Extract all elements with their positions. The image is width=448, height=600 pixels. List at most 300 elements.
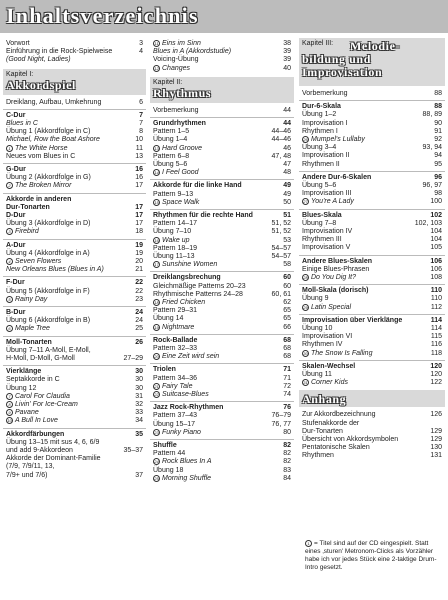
toc-page-number: 35: [135, 430, 143, 438]
toc-entry-row: [302, 266, 442, 274]
toc-entry-row: [153, 283, 291, 291]
toc-entry-title: [302, 333, 352, 341]
toc-entry-row: [153, 475, 291, 483]
toc-page-number: 120: [430, 371, 442, 378]
toc-text: You're A Lady: [311, 198, 354, 206]
toc-entry-title: [153, 315, 183, 323]
toc-page-number: 66: [283, 323, 291, 331]
toc-entry-title: [302, 436, 398, 444]
toc-text: The White Horse: [15, 144, 68, 152]
toc-text: Übung 14: [153, 315, 184, 323]
toc-entry-row: [302, 152, 442, 160]
toc-text: Eins im Sinn: [162, 40, 201, 47]
divider: [3, 109, 146, 110]
toc-entry-row: [6, 56, 143, 64]
toc-text: Do You Dig It?: [311, 274, 357, 281]
toc-entry-title: [153, 475, 211, 483]
toc-text: Wake up: [162, 236, 190, 244]
toc-entry-title: [302, 304, 351, 312]
toc-page-number: 20: [135, 258, 143, 265]
cd-icon: 10: [7, 418, 12, 424]
toc-entry-row: [302, 304, 442, 312]
toc-text: I Feel Good: [162, 169, 199, 177]
toc-group-title: [302, 174, 371, 182]
cd-icon: 22: [154, 392, 159, 397]
toc-text: Übung 12: [6, 384, 37, 392]
toc-text: Übung 1 (Akkordfolge in C): [6, 128, 91, 136]
toc-group-title: [153, 212, 253, 220]
toc-group-title: [153, 442, 177, 450]
toc-entry-row: [153, 56, 291, 64]
toc-page-number: 115: [430, 333, 442, 341]
toc-page-number: 30: [135, 376, 143, 384]
toc-entry-row: [302, 411, 442, 419]
toc-page-number: 80: [283, 428, 291, 436]
toc-entry-title: [6, 174, 91, 182]
toc-text: Blues-Skala: [302, 211, 342, 219]
toc-entry-row: [153, 412, 291, 420]
toc-entry-row: [6, 355, 143, 363]
toc-page-number: 50: [283, 198, 291, 206]
toc-page-number: 116: [430, 341, 442, 349]
toc-group-title: [302, 103, 341, 111]
toc-page-number: 68: [283, 345, 291, 352]
toc-page-number: 39: [283, 56, 291, 64]
toc-group-row: [153, 212, 291, 220]
toc-group-title: [153, 274, 221, 282]
toc-entry-row: [153, 65, 291, 73]
toc-text: Rhythmen II: [302, 160, 340, 168]
toc-page-number: 90: [434, 119, 442, 127]
divider: [299, 255, 445, 256]
toc-entry-title: [302, 444, 370, 452]
divider: [3, 193, 146, 194]
toc-page-number: 68: [283, 336, 291, 344]
toc-entry-title: [302, 295, 328, 303]
toc-group-row: [6, 309, 143, 317]
toc-text: Fairy Tale: [162, 382, 193, 390]
toc-group-row: [6, 166, 143, 174]
toc-entry-title: [153, 450, 185, 458]
toc-entry-title: [6, 439, 99, 447]
toc-group-row: [6, 431, 143, 439]
toc-entry-row: [6, 153, 143, 161]
toc-entry-row: [153, 237, 291, 245]
toc-page-number: 71: [283, 366, 291, 374]
toc-entry-title: [6, 447, 73, 455]
toc-entry-row: [6, 174, 143, 182]
toc-entry-row: [153, 353, 291, 361]
chapter-title-line: bildung und: [302, 52, 371, 66]
toc-entry-row: [302, 350, 442, 358]
toc-page-number: 106: [430, 257, 442, 265]
toc-entry-row: [302, 379, 442, 387]
toc-entry-title: [6, 153, 75, 161]
toc-entry-title: [153, 237, 190, 245]
toc-text: New Orleans Blues (Blues in A): [6, 266, 104, 274]
toc-page-number: 82: [283, 450, 291, 458]
toc-entry-row: [153, 375, 291, 383]
cd-icon: 8: [6, 401, 13, 408]
toc-entry-row: [153, 136, 291, 144]
toc-text: Pattern 6–8: [153, 152, 190, 160]
toc-page-number: 30: [135, 384, 143, 392]
toc-entry-title: [153, 245, 197, 253]
toc-entry-title: [153, 299, 205, 307]
toc-text: Übung 1–4: [153, 136, 188, 144]
toc-page-number: 11: [135, 144, 143, 152]
toc-entry-row: [6, 250, 143, 258]
toc-entry-title: [6, 393, 70, 401]
toc-text: Übersicht von Akkordsymbolen: [302, 436, 399, 443]
toc-entry-row: [6, 472, 143, 480]
divider: [3, 276, 146, 277]
cd-icon: 11: [154, 41, 159, 46]
toc-text: Übung 7–10: [153, 228, 192, 236]
toc-text: Vorbemerkung: [302, 90, 348, 97]
toc-group-row: [302, 258, 442, 266]
toc-entry-title: [6, 385, 36, 393]
toc-entry-title: [153, 228, 191, 236]
toc-entry-row: [302, 111, 442, 119]
cd-icon: 30: [303, 350, 308, 356]
toc-entry-row: [153, 315, 291, 323]
toc-entry-title: [6, 455, 101, 463]
toc-group-row: [153, 274, 291, 282]
toc-entry-title: [153, 107, 199, 115]
toc-page-number: 21: [135, 266, 143, 274]
toc-page-number: 76–79: [271, 412, 291, 420]
toc-page-number: 60: [283, 274, 291, 282]
toc-group-row: [302, 174, 442, 182]
toc-text: Moll-Skala (dorisch): [302, 287, 369, 295]
toc-text: Übung 5–6: [153, 161, 188, 168]
toc-entry-row: [153, 199, 291, 207]
toc-entry-title: [6, 325, 50, 333]
toc-text: Rainy Day: [15, 295, 48, 303]
toc-text: Dreiklangsbrechung: [153, 274, 221, 282]
toc-text: Pattern 44: [153, 450, 186, 458]
toc-entry-row: [153, 291, 291, 299]
toc-entry-title: [153, 421, 195, 429]
cd-icon: 29: [303, 304, 308, 310]
toc-entry-row: [302, 236, 442, 244]
chapter-label: Kapitel II:: [153, 78, 183, 86]
toc-page-number: 17: [135, 182, 143, 190]
toc-page-number: 94: [434, 152, 442, 160]
toc-page-number: 49: [283, 182, 291, 190]
toc-entry-title: [302, 266, 369, 274]
toc-page-number: 53: [283, 236, 291, 244]
toc-entry-title: [153, 153, 189, 161]
toc-entry-title: [6, 417, 58, 425]
toc-group-row: [6, 279, 143, 287]
toc-page-number: 24: [135, 309, 143, 316]
toc-entry-title: [302, 198, 354, 206]
toc-entry-title: [153, 199, 199, 207]
toc-text: The Snow Is Falling: [311, 349, 373, 357]
toc-text: Einige Blues-Phrasen: [302, 265, 370, 273]
toc-text: Blues in A (Akkordstudie): [153, 48, 232, 56]
toc-entry-row: [302, 220, 442, 228]
toc-page-number: 62: [283, 299, 291, 306]
toc-text: Übung 5 (Akkordfolge in F): [6, 287, 90, 295]
toc-page-number: 17: [135, 220, 143, 228]
toc-entry-row: [302, 436, 442, 444]
toc-entry-title: [302, 244, 350, 252]
toc-text: Grundrhythmen: [153, 120, 206, 127]
toc-text: Space Walk: [162, 198, 200, 206]
toc-group-title: [302, 287, 369, 295]
cd-icon: 28: [303, 275, 308, 280]
toc-page-number: 96, 97: [422, 182, 442, 189]
toc-group-row: [153, 404, 291, 412]
toc-entry-title: [302, 411, 376, 419]
toc-entry-title: [153, 429, 201, 437]
toc-page-number: 114: [430, 316, 442, 324]
toc-page-number: 82: [283, 442, 291, 449]
toc-text: Andere Blues-Skalen: [302, 257, 373, 265]
toc-entry-title: [6, 56, 71, 64]
toc-page-number: 76, 77: [271, 420, 291, 428]
toc-text: Suitcase-Blues: [162, 391, 209, 398]
toc-entry-title: [6, 136, 100, 144]
toc-group-title: [153, 120, 206, 128]
toc-group-row: [153, 442, 291, 450]
toc-group-title: [6, 339, 52, 347]
toc-entry-title: [153, 145, 202, 153]
toc-page-number: 32: [135, 401, 143, 408]
toc-entry-row: [6, 317, 143, 325]
toc-text: Pavane: [15, 409, 39, 417]
toc-page-number: 92: [434, 136, 442, 143]
toc-group-title: [6, 242, 25, 250]
cd-icon: 20: [154, 354, 159, 360]
toc-entry-row: [6, 325, 143, 333]
toc-entry-row: [153, 261, 291, 269]
toc-text: H-Moll, D-Moll, G-Moll: [6, 355, 75, 362]
toc-entry-title: [153, 161, 187, 169]
toc-entry-row: [302, 444, 442, 452]
toc-text: Rhythmen I: [302, 127, 338, 135]
toc-entry-row: [153, 145, 291, 153]
toc-page-number: 54–57: [271, 244, 291, 252]
toc-page-number: 122: [430, 379, 442, 387]
toc-page-number: 83: [283, 466, 291, 474]
toc-text: Improvisation IV: [302, 228, 353, 235]
cd-icon: 1: [6, 145, 13, 152]
toc-text: Rhythmen: [302, 452, 334, 460]
toc-entry-title: [6, 355, 75, 363]
toc-entry-title: [153, 412, 197, 420]
toc-text: Akkorde der Dominant-Familie: [6, 455, 101, 463]
toc-entry-row: [153, 169, 291, 177]
divider: [3, 306, 146, 307]
toc-entry-title: [6, 99, 101, 107]
toc-entry-title: [153, 391, 209, 399]
toc-page-number: 58: [283, 261, 291, 269]
toc-entry-title: [153, 261, 217, 269]
chapter-title-line: Improvisation: [302, 65, 383, 79]
toc-text: Akkorde für die linke Hand: [153, 182, 242, 190]
toc-page-number: 19: [135, 241, 143, 249]
toc-text: Übung 10: [302, 325, 333, 332]
cd-icon: 24: [154, 459, 159, 465]
toc-entry-title: [6, 250, 90, 258]
toc-group-row: [302, 212, 442, 220]
cd-icon: 15: [154, 199, 159, 205]
toc-text: Vorbemerkung: [153, 106, 199, 114]
toc-group-title: [6, 309, 25, 317]
toc-entry-title: [153, 169, 199, 177]
toc-text: Voicing-Übung: [153, 56, 199, 64]
toc-group-row: [6, 196, 143, 204]
toc-page-number: 54–57: [271, 253, 291, 260]
toc-entry-row: [6, 463, 143, 471]
chapter-title: Rhythmus: [153, 85, 212, 100]
toc-group-row: [6, 204, 143, 212]
toc-group-row: [6, 339, 143, 347]
toc-text: 7/9+ und 7/6): [6, 471, 48, 479]
toc-page-number: 34: [135, 417, 143, 425]
toc-entry-row: [6, 455, 143, 463]
toc-page-number: 19: [135, 249, 143, 257]
toc-group-row: [6, 368, 143, 376]
toc-page-number: 72: [283, 382, 291, 390]
toc-entry-title: [302, 144, 336, 152]
divider: [299, 314, 445, 315]
toc-entry-title: [6, 296, 47, 304]
toc-entry-title: [153, 458, 212, 466]
toc-entry-title: [153, 283, 246, 291]
toc-page-number: 110: [430, 295, 442, 303]
toc-group-title: [153, 404, 223, 412]
toc-entry-title: [153, 307, 197, 315]
toc-entry-row: [153, 228, 291, 236]
toc-entry-title: [6, 409, 39, 417]
toc-entry-row: [153, 450, 291, 458]
cd-footnote: [305, 540, 445, 572]
toc-page-number: 65: [283, 315, 291, 323]
cd-icon: 3: [6, 228, 13, 235]
toc-text: Moll-Tonarten: [6, 338, 52, 346]
toc-page-number: 25: [135, 325, 143, 333]
toc-text: Vierklänge: [6, 368, 42, 376]
toc-page-number: 106: [430, 265, 442, 273]
toc-page-number: 96: [434, 173, 442, 181]
toc-entry-title: [6, 376, 60, 384]
toc-entry-row: [302, 128, 442, 136]
toc-entry-row: [153, 191, 291, 199]
toc-page-number: 17: [135, 212, 143, 219]
toc-entry-row: [302, 420, 442, 428]
toc-entry-row: [6, 120, 143, 128]
toc-group-title: [302, 258, 372, 266]
toc-text: Vorwort: [6, 40, 30, 47]
toc-text: Übung 3–4: [302, 144, 337, 152]
toc-entry-title: [153, 220, 197, 228]
toc-group-title: [6, 196, 71, 204]
toc-entry-row: [153, 458, 291, 466]
toc-text: Rock-Ballade: [153, 336, 198, 344]
toc-entry-row: [153, 421, 291, 429]
toc-text: Improvisation I: [302, 119, 348, 127]
toc-text: (Good Night, Ladies): [6, 56, 71, 64]
toc-entry-title: [6, 472, 47, 480]
toc-entry-row: [6, 228, 143, 236]
toc-entry-row: [6, 258, 143, 266]
cd-icon: 9: [6, 409, 13, 416]
toc-entry-title: [153, 291, 243, 299]
toc-entry-row: [153, 383, 291, 391]
toc-text: Livin' For Ice-Cream: [15, 401, 78, 408]
divider: [3, 365, 146, 366]
toc-entry-row: [6, 409, 143, 417]
toc-text: Übung 3 (Akkordfolge in D): [6, 220, 91, 228]
toc-entry-title: [302, 371, 332, 379]
cd-icon: 5: [6, 296, 13, 303]
toc-text: Jazz Rock-Rhythmen: [153, 404, 224, 412]
toc-text: und add 9-Akkordeon: [6, 447, 73, 454]
toc-entry-row: [153, 429, 291, 437]
toc-text: (7/9, 7/9/11, 13,: [6, 463, 55, 471]
toc-entry-row: [302, 120, 442, 128]
toc-text: Neues vom Blues in C: [6, 152, 76, 160]
toc-page-number: 16: [135, 174, 143, 182]
toc-entry-title: [302, 228, 352, 236]
toc-text: Übung 7–11 A-Moll, E-Moll,: [6, 346, 91, 354]
toc-text: Pattern 37–43: [153, 412, 197, 420]
toc-entry-title: [302, 190, 351, 198]
toc-page-number: 68: [283, 353, 291, 361]
toc-page-number: 126: [430, 411, 442, 419]
toc-page-number: 18: [135, 228, 143, 236]
toc-entry-title: [302, 136, 365, 144]
toc-text: Akkordfärbungen: [6, 430, 65, 438]
toc-group-title: [6, 431, 64, 439]
toc-entry-title: [6, 463, 55, 471]
toc-entry-row: [153, 253, 291, 261]
toc-entry-title: [153, 345, 197, 353]
toc-page-number: 22: [135, 287, 143, 295]
toc-group-row: [6, 212, 143, 220]
toc-text: Morning Shuffle: [162, 474, 212, 482]
toc-text: The Broken Mirror: [15, 182, 72, 190]
toc-entry-title: [6, 258, 61, 266]
toc-page-number: 131: [430, 452, 442, 460]
toc-entry-row: [153, 107, 291, 115]
toc-entry-row: [153, 161, 291, 169]
cd-icon: 31: [303, 380, 308, 386]
toc-text: Seven Flowers: [15, 258, 62, 265]
toc-entry-row: [6, 376, 143, 384]
cd-icon: 1: [305, 540, 312, 547]
toc-entry-row: [6, 220, 143, 228]
toc-page-number: 40: [283, 64, 291, 72]
divider: [3, 428, 146, 429]
toc-text: Stufenakkorde der: [302, 419, 360, 427]
toc-page-number: 88: [434, 90, 442, 97]
toc-text: Maple Tree: [15, 325, 50, 333]
toc-entry-row: [6, 145, 143, 153]
toc-group-row: [153, 182, 291, 190]
toc-entry-title: [6, 266, 104, 274]
toc-page-number: 31: [135, 392, 143, 400]
toc-entry-title: [153, 40, 201, 48]
toc-entry-row: [302, 90, 442, 98]
toc-text: Übung 5–6: [302, 182, 337, 189]
chapter-label: Kapitel I:: [6, 70, 34, 78]
